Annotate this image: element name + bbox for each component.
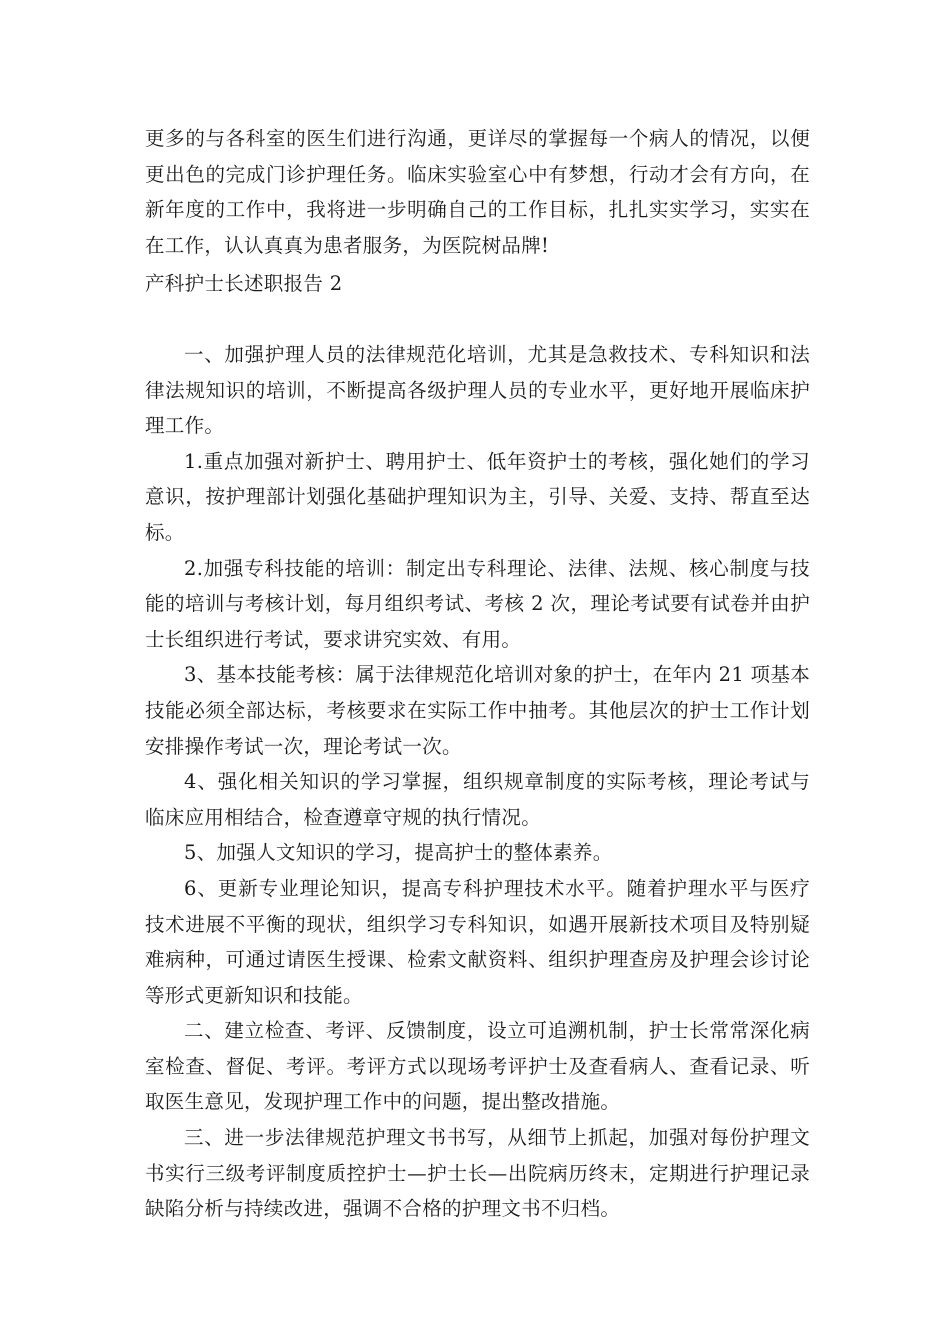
paragraph-7: 6、更新专业理论知识，提高专科护理技术水平。随着护理水平与医疗技术进展不平衡的现状，组织学习专科知识，如遇开展新技术项目及特别疑难病种，可通过请医生授课、检索文献资料、组织护理查房及护理会诊讨论等形式更新知识和技能。 [145, 876, 810, 1007]
section-title: 产科护士长述职报告 2 [145, 272, 343, 295]
report-body [145, 337, 810, 1227]
paragraph-1: 一、加强护理人员的法律规范化培训，尤其是急救技术、专科知识和法律法规知识的培训，不断提高各级护理人员的专业水平，更好地开展临床护理工作。 [145, 343, 810, 438]
paragraph-3: 2.加强专科技能的培训：制定出专科理论、法律、法规、核心制度与技能的培训与考核计划，每月组织考试、考核 2 次，理论考试要有试卷并由护士长组织进行考试，要求讲究实效、有用。 [145, 556, 810, 651]
paragraph-2: 1.重点加强对新护士、聘用护士、低年资护士的考核，强化她们的学习意识，按护理部计划强化基础护理知识为主，引导、关爱、支持、帮直至达标。 [145, 449, 810, 544]
intro-paragraph: 更多的与各科室的医生们进行沟通，更详尽的掌握每一个病人的情况，以便更出色的完成门诊护理任务。临床实验室心中有梦想，行动才会有方向，在新年度的工作中，我将进一步明确自己的工作目标，扎扎实实学习，实实在在工作，认认真真为患者服务，为医院树品牌! [145, 127, 810, 257]
paragraph-5: 4、强化相关知识的学习掌握，组织规章制度的实际考核，理论考试与临床应用相结合，检查遵章守规的执行情况。 [145, 770, 810, 829]
paragraph-6: 5、加强人文知识的学习，提高护士的整体素养。 [184, 841, 613, 865]
paragraph-4: 3、基本技能考核：属于法律规范化培训对象的护士，在年内 21 项基本技能必须全部达标，考核要求在实际工作中抽考。其他层次的护士工作计划安排操作考试一次，理论考试一次。 [145, 663, 810, 758]
paragraph-8: 二、建立检查、考评、反馈制度，设立可追溯机制，护士长常常深化病室检查、督促、考评。考评方式以现场考评护士及查看病人、查看记录、听取医生意见，发现护理工作中的问题，提出整改措施。 [145, 1019, 810, 1114]
paragraph-9: 三、进一步法律规范护理文书书写，从细节上抓起，加强对每份护理文书实行三级考评制度质控护士—护士长—出院病历终末，定期进行护理记录缺陷分析与持续改进，强调不合格的护理文书不归档。 [145, 1126, 810, 1221]
intro-paragraph-block [145, 121, 810, 263]
